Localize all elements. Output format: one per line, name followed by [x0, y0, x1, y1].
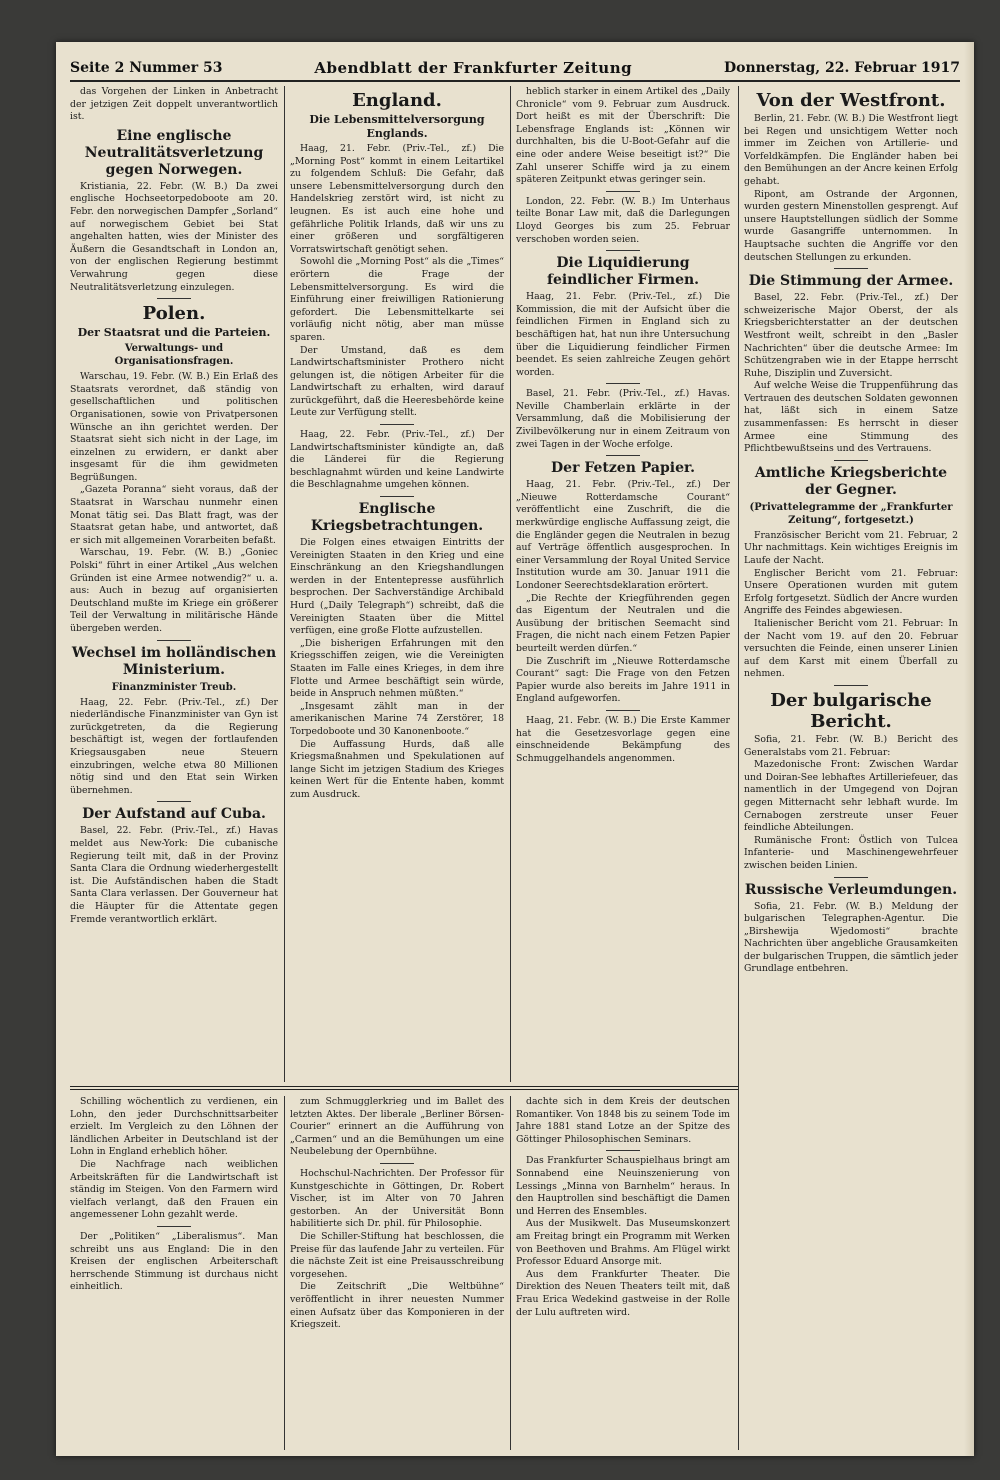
- article-smuggling: Haag, 21. Febr. (W. B.) Die Erste Kammer hat die Gesetzesvorlage gegen eine einschneidende Bekämpfung des Schmuggelhandels angenommen.: [516, 714, 730, 764]
- article-england-2: Sowohl die „Morning Post“ als die „Times“ erörtern die Frage der Lebensmittelversorgung. Es wird die Einführung einer freiwilligen Rationierung gefordert. Die Lebensmittelkarte sei vorläufig nicht nötig, aber man müsse sparen.: [290, 256, 504, 343]
- subhead-england: Die Lebensmittelversorgung Englands.: [309, 113, 485, 140]
- subhead-netherlands: Finanzminister Treub.: [111, 681, 237, 693]
- feuilleton-column-1: [70, 1096, 278, 1450]
- newspaper-title: Abendblatt der Frankfurter Zeitung: [314, 59, 633, 77]
- headline-cuba: Der Aufstand auf Cuba.: [82, 806, 266, 823]
- feuilleton-1-p2: Die Nachfrage nach weiblichen Arbeitskräften für die Landwirtschaft ist ständig im Steigen. Von den Farmern wird vielfach verlangt, daß den Frauen ein angemessener Lohn gezahlt werde.: [70, 1158, 278, 1221]
- article-paper-2: „Die Rechte der Kriegführenden gegen das Eigentum der Neutralen und die Ausübung der britischen Seemacht sind Fragen, die nicht nach einem Fetzen Papier beurteilt werden dürfen.“: [516, 592, 730, 654]
- feuilleton-3-p4: Aus dem Frankfurter Theater. Die Direktion des Neuen Theaters teilt mit, daß Frau Erica Wedekind gastweise in der Rolle der Lulu auftreten wird.: [516, 1268, 730, 1318]
- page-edge-shadow: [964, 42, 974, 1456]
- feuilleton-column-2: [290, 1096, 504, 1450]
- article-paper-1: Haag, 21. Febr. (Priv.-Tel., zf.) Der „Nieuwe Rotterdamsche Courant“ veröffentlicht eine Zuschrift, die die merkwürdige englische Auffassung zeigt, die die Engländer gegen die Neutralen in bezug auf Verträge öffentlich ausgesprochen. In einer Versammlung der Royal United Service Institution wurde am 30. Januar 1911 die Londoner Seerechtsdeklaration erörtert.: [516, 479, 730, 591]
- subhead-enemy-reports: (Privattelegramme der „Frankfurter Zeitung“, fortgesetzt.): [749, 501, 953, 526]
- headline-russian-slander: Russische Verleumdungen.: [744, 881, 958, 898]
- article-war-3: „Insgesamt zählt man in der amerikanischen Marine 74 Zerstörer, 18 Torpedoboote und 30 Kanonenboote.“: [290, 700, 504, 737]
- article-bulgarian-1: Sofia, 21. Febr. (W. B.) Bericht des Generalstabs vom 21. Februar:: [744, 733, 958, 758]
- article-norway: Kristiania, 22. Febr. (W. B.) Da zwei englische Hochseetorpedoboote am 20. Febr. den norwegischen Dampfer „Sorland“ auf norwegischem Gebiet bei Stat angehalten hatten, wies der Minister des Äußern die Gesandtschaft in London an, von der englischen Regierung bestimmt Verwahrung gegen diese Neutralitätsverletzung einzulegen.: [70, 180, 278, 293]
- article-english-report: Englischer Bericht vom 21. Februar: Unsere Operationen wurden mit gutem Erfolg fortgesetzt. Südlich der Ancre wurden Angriffe des Feindes abgewiesen.: [744, 567, 958, 617]
- article-liquidation: Haag, 21. Febr. (Priv.-Tel., zf.) Die Kommission, die mit der Aufsicht über die feindlichen Firmen in England sich zu beschäftigen hat, hat nun ihre Untersuchung über die Liquidierung feindlicher Firmen beendet. Es seien zahlreiche Zeugen gehört worden.: [516, 291, 730, 378]
- article-chamberlain: Basel, 21. Febr. (Priv.-Tel., zf.) Havas. Neville Chamberlain erklärte in der Versammlung, daß die Mobilisierung der Zivilbevölkerung nur in einem Zeitraum von zwei Tagen in der Woche erfolge.: [516, 388, 730, 450]
- headline-war-analysis: Englische Kriegsbetrachtungen.: [310, 501, 484, 535]
- page-number: Seite 2 Nummer 53: [70, 60, 223, 76]
- article-england-4: Haag, 22. Febr. (Priv.-Tel., zf.) Der Landwirtschaftsminister kündigte an, daß die Länderei für die Regierung beschlagnahmt würden und keine Landwirte die Beschlagnahme umgehen können.: [290, 429, 504, 491]
- feuilleton-2-p3: Die Schiller-Stiftung hat beschlossen, die Preise für das laufende Jahr zu verteilen. Für die nächste Zeit ist eine Preisausschreibung vorgesehen.: [290, 1230, 504, 1280]
- article-italian-report: Italienischer Bericht vom 21. Februar: In der Nacht vom 19. auf den 20. Februar versuchten die Feinde, einen unserer Linien auf dem Karst mit einem Überfall zu nehmen.: [744, 618, 958, 680]
- column-3: [516, 86, 730, 1082]
- feuilleton-3-p3: Aus der Musikwelt. Das Museumskonzert am Freitag bringt ein Programm mit Werken von Beethoven und Brahms. Am Flügel wirkt Professor Eduard Ansorge mit.: [516, 1218, 730, 1268]
- article-war-4: Die Auffassung Hurds, daß alle Kriegsmaßnahmen und Spekulationen auf lange Sicht im jetzigen Stadium des Krieges keinen Wert für die Entente haben, kommt zum Ausdruck.: [290, 738, 504, 800]
- headline-bulgarian-report: Der bulgarische Bericht.: [770, 689, 932, 732]
- article-westfront-2: Ripont, am Ostrande der Argonnen, wurden gestern Minenstollen gesprengt. Auf unsere Hauptstellungen südlich der Somme wurde Gasangriffe unternommen. In Hauptsache suchten die Angriffe vor den deutschen Stellungen zu erkunden.: [744, 188, 958, 263]
- article-war-2: „Die bisherigen Erfahrungen mit den Kriegsschiffen zeigen, wie die Vereinigten Staaten im Falle eines Krieges, in dem ihre Flotte und Armee beschäftigt sein würde, beide in Anspruch nehmen müßten.“: [290, 637, 504, 700]
- headline-westfront: Von der Westfront.: [756, 90, 946, 111]
- feuilleton-2-p2: Hochschul-Nachrichten. Der Professor für Kunstgeschichte in Göttingen, Dr. Robert Vischer, ist im Alter von 70 Jahren gestorben. An der Universität Bonn habilitierte sich Dr. phil. für Philosophie.: [290, 1167, 504, 1230]
- newspaper-page: [56, 42, 974, 1456]
- article-bulgarian-3: Rumänische Front: Östlich von Tulcea Infanterie- und Maschinengewehrfeuer zwischen beiden Linien.: [744, 834, 958, 871]
- headline-liquidation: Die Liquidierung feindlicher Firmen.: [546, 255, 700, 289]
- masthead: [70, 56, 960, 82]
- feuilleton-1-p3: Der „Politiken“ „Liberalismus“. Man schreibt uns aus England: Die in den Kreisen der englischen Arbeiterschaft herrschende Stimmung ist durchaus nicht einheitlich.: [70, 1230, 278, 1293]
- article-poland-1: Warschau, 19. Febr. (W. B.) Ein Erlaß des Staatsrats verordnet, daß ständig von gesellschaftlichen und politischen Organisationen, sowie von Privatpersonen Wünsche an ihn gerichtet werden. Der Staatsrat sieht sich nicht in der Lage, im einzelnen zu erwidern, er dankt aber insgesamt für die ihm gewidmeten Begrüßungen.: [70, 371, 278, 483]
- headline-enemy-reports: Amtliche Kriegsberichte der Gegner.: [754, 464, 948, 498]
- article-england-1: Haag, 21. Febr. (Priv.-Tel., zf.) Die „Morning Post“ kommt in einem Leitartikel zu folgendem Schluß: Die Gefahr, daß unsere Lebensmittelversorgung durch den Handelskrieg zerstört wird, ist nicht zu leugnen. Es ist auch eine hohe und gefährliche Politik Irlands, daß wir uns zu einer größeren und sorgfältigeren Vorratswirtschaft genötigt sehen.: [290, 143, 504, 255]
- feuilleton-2-p4: Die Zeitschrift „Die Weltbühne“ veröffentlicht in ihrer neuesten Nummer einen Aufsatz über das Komponieren in der Kriegszeit.: [290, 1281, 504, 1331]
- headline-army-mood: Die Stimmung der Armee.: [748, 273, 954, 290]
- article-french-report: Französischer Bericht vom 21. Februar, 2 Uhr nachmittags. Kein wichtiges Ereignis im Laufe der Nacht.: [744, 529, 958, 567]
- feuilleton-3-p1: dachte sich in dem Kreis der deutschen Romantiker. Von 1848 bis zu seinem Tode im Jahre 1881 stand Lotze an der Spitze des Göttinger Philosophischen Seminars.: [516, 1096, 730, 1145]
- article-paper-3: Die Zuschrift im „Nieuwe Rotterdamsche Courant“ sagt: Die Frage von den Fetzen Papier wurde also bereits im Jahre 1911 in England aufgeworfen.: [516, 655, 730, 705]
- column-4: [744, 86, 958, 1450]
- article-westfront-1: Berlin, 21. Febr. (W. B.) Die Westfront liegt bei Regen und unsichtigem Wetter noch immer im Zeichen von Artillerie- und Vorfeldkämpfen. Die Engländer haben bei den Bemühungen an der Ancre keinen Erfolg gehabt.: [744, 113, 958, 187]
- article-poland-2: „Gazeta Poranna“ sieht voraus, daß der Staatsrat in Warschau nunmehr einen Monat tätig sei. Das Blatt fragt, was der Staatsrat getan habe, und antwortet, daß er sich mit allgemeinen Vorarbeiten befaßt.: [70, 484, 278, 546]
- article-england-3: Der Umstand, daß es dem Landwirtschaftsminister Prothero nicht gelungen ist, die nötigen Arbeiter für die Landwirtschaft zu erhalten, wird darauf zurückgeführt, daß die Heeresbehörde keine Leute zur Verfügung stellt.: [290, 344, 504, 419]
- feuilleton-3-p2: Das Frankfurter Schauspielhaus bringt am Sonnabend eine Neuinszenierung von Lessings „Minna von Barnhelm“ heraus. In den Hauptrollen sind beschäftigt die Damen und Herren des Ensembles.: [516, 1155, 730, 1217]
- column-2: [290, 86, 504, 1082]
- column-1: [70, 86, 278, 1082]
- article-london: London, 22. Febr. (W. B.) Im Unterhaus teilte Bonar Law mit, daß die Darlegungen Lloyd Georges bis zum 25. Februar verschoben worden seien.: [516, 195, 730, 245]
- feuilleton-1-p1: Schilling wöchentlich zu verdienen, ein Lohn, den jeder Durchschnittsarbeiter erzielt. Im Vergleich zu den Löhnen der ländlichen Arbeiter in Deutschland ist der Lohn in England erheblich höher.: [70, 1096, 278, 1158]
- article-cuba: Basel, 22. Febr. (Priv.-Tel., zf.) Havas meldet aus New-York: Die cubanische Regierung teilt mit, daß in der Provinz Santa Clara die Ordnung wiederhergestellt ist. Die Aufständischen haben die Stadt Santa Clara verlassen. Der Gouverneur hat die Häupter für die Attentate gegen Fremde verantwortlich erklärt.: [70, 825, 278, 925]
- article-bulgarian-2: Mazedonische Front: Zwischen Wardar und Doiran-See lebhaftes Artilleriefeuer, das namentlich in der Umgegend von Dojran gegen Mitternacht sehr lebhaft wurde. Im Cernabogen zerstreute unser Feuer feindliche Abteilungen.: [744, 759, 958, 834]
- issue-date: Donnerstag, 22. Februar 1917: [723, 60, 960, 76]
- headline-poland: Polen.: [142, 303, 206, 325]
- headline-norway: Eine englische Neutralitätsverletzung gegen Norwegen.: [84, 127, 264, 178]
- headline-paper: Der Fetzen Papier.: [551, 460, 695, 477]
- article-chronicle: heblich starker in einem Artikel des „Daily Chronicle“ vom 9. Februar zum Ausdruck. Dort heißt es mit der Überschrift: Die Lebensfrage Englands ist: „Können wir durchhalten, bis die U-Boot-Gefahr auf die eine oder andere Weise beseitigt ist?“ Die Zahl unserer Schiffe wird ja zu einem späteren Zeitpunkt etwas geringer sein.: [516, 86, 730, 186]
- article-netherlands: Haag, 22. Febr. (Priv.-Tel., zf.) Der niederländische Finanzminister van Gyn ist zurückgetreten, da die Regierung beschäftigt ist, wegen der fortlaufenden Kriegsausgaben neue Steuern einzubringen, welche etwa 80 Millionen nötig sind und den Etat sein Wirken übernehmen.: [70, 696, 278, 796]
- article-war-1: Die Folgen eines etwaigen Eintritts der Vereinigten Staaten in den Krieg und eine Einschränkung an den Kriegshandlungen werden in der Ententepresse ausführlich besprochen. Der Sachverständige Archibald Hurd („Daily Telegraph“) schreibt, daß die Vereinigten Staaten über die Mittel verfügen, eine große Flotte aufzustellen.: [290, 537, 504, 637]
- headline-england: England.: [352, 90, 442, 111]
- article-poland-3: Warschau, 19. Febr. (W. B.) „Goniec Polski“ führt in einer Artikel „Aus welchen Gründen ist eine Armee notwendig?“ u. a. aus: Auch in bezug auf organisierten Deutschland mußte im Kriege ein größerer Teil der Verwaltung in militärische Hände übergeben werden.: [70, 547, 278, 634]
- subhead-poland: Der Staatsrat und die Parteien.: [77, 326, 271, 340]
- subhead-poland-2: Verwaltungs- und Organisationsfragen.: [114, 343, 234, 368]
- article-army-2: Auf welche Weise die Truppenführung das Vertrauen des deutschen Soldaten gewonnen hat, läßt sich in einem Satze zusammenfassen: Es herrscht in dieser Armee eine Stimmung des Pflichtbewußtseins und des Vertrauens.: [744, 380, 958, 455]
- article-army-1: Basel, 22. Febr. (Priv.-Tel., zf.) Der schweizerische Major Oberst, der als Kriegsberichterstatter an der deutschen Westfront weilt, schreibt in den „Basler Nachrichten“ über die deutsche Armee: Im Schützengraben wie in der Etappe herrscht Ruhe, Disziplin und Zuversicht.: [744, 292, 958, 379]
- feuilleton-2-p1: zum Schmugglerkrieg und im Ballet des letzten Aktes. Der liberale „Berliner Börsen-Courier“ erinnert an die Aufführung von „Carmen“ und an die Bemühungen um eine Neubelebung der Opernbühne.: [290, 1096, 504, 1158]
- article-russian: Sofia, 21. Febr. (W. B.) Meldung der bulgarischen Telegraphen-Agentur. Die „Birshewija Wjedomosti“ brachte Nachrichten über angebliche Grausamkeiten der bulgarischen Truppen, die sämtlich jeder Grundlage entbehren.: [744, 900, 958, 975]
- feuilleton-column-3: [516, 1096, 730, 1450]
- headline-netherlands: Wechsel im holländischen Ministerium.: [71, 644, 277, 678]
- intro-text: das Vorgehen der Linken in Anbetracht der jetzigen Zeit doppelt unverantwortlich ist.: [70, 86, 278, 123]
